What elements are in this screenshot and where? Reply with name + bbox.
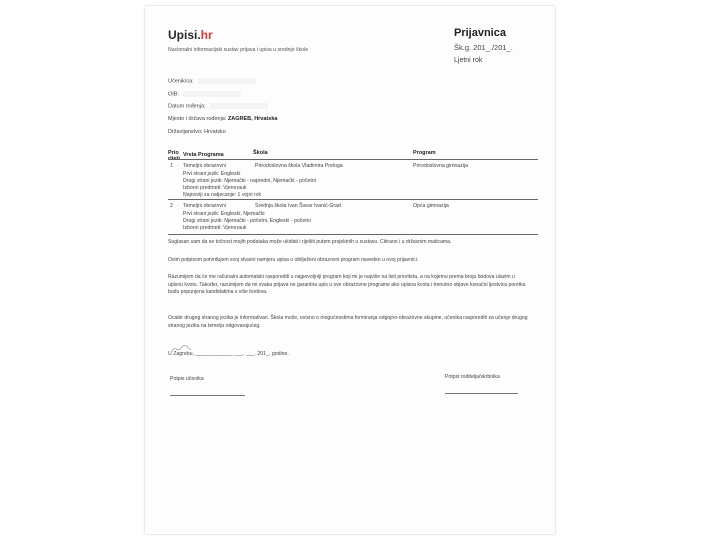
citizenship-field: Državljanstvo: Hrvatsko: [168, 129, 226, 135]
table-header-rule: [168, 159, 538, 160]
form-title: Prijavnica: [454, 27, 506, 39]
birthplace-field: Mjesto i država rođenja: ZAGREB, Hrvatska: [168, 116, 278, 122]
system-subtitle: Nacionalni informacijski sustav prijava i upisa u srednje škole: [168, 47, 309, 53]
redacted-value: [198, 78, 256, 84]
redacted-value: [210, 103, 268, 109]
parent-signature-line: [445, 393, 518, 394]
handwritten-mark: [171, 341, 193, 351]
redacted-value: [183, 91, 241, 97]
place-date-line: U Zagrebu, _____________ ___. ___. 201_. godine.: [168, 351, 289, 357]
language-paragraph: Ocabir drugog stranog jezika je informativan. Škola može, ovisno o mogućnostima formiranja odgojno-obrazovne skupine, učenika rasporediti za učenje drugog stranog jezika na temelju odgovarajućeg.: [168, 315, 528, 329]
student-signature-label: Potpis učenika: [170, 376, 204, 382]
oib-field: OIB:: [168, 91, 241, 97]
col-school-header: Škola: [253, 150, 268, 156]
school-year: Šk.g. 201_./201_.: [454, 43, 513, 52]
table-bottom-rule: [168, 234, 538, 235]
student-name-field: Učenik/ca:: [168, 78, 256, 84]
parent-signature-label: Potpis roditelja/skrbnika: [445, 374, 500, 380]
row-separator: [168, 199, 538, 200]
col-program-header: Program: [413, 150, 436, 156]
col-type-header: Vrsta Programa: [183, 152, 224, 158]
col-priority-header: Prio riteti: [168, 150, 180, 162]
enrollment-term: Ljetni rok: [454, 57, 483, 64]
ranking-paragraph: Razumijem da će me računalni automatski rasporediti u najpovoljniji program koji mi je najviše na listi prioriteta, a na kojemu prema broju bodova ulazim u upisnu kvotu. Također, razumijem da mi svaka prijava ne garantira upis u sve obrazovne programe ako upisna kvota i trenutno objave konačni ljestvica poretka budu popunjena kandidatima s više bodova.: [168, 274, 526, 296]
application-form-page: Upisi.hr Nacionalni informacijski sustav prijava i upisa u srednje škole Prijavnica Šk.g. 201_./201_. Ljetni rok Učenik/ca: OIB: Datum rođenja: Mjesto i država rođenja: ZAGREB, Hrvatska Državljanstvo: Hrvatsko Prio riteti Vrsta Programa Škola Program 1 Temeljni obrazovni Prirodoslovna škola Vladimira Preloga Prirodoslovna gimnazija Prvi strani jezik: Engleski Drugi strani jezik: Njemački - napredni, Njemački - početni Izborni predmeti: Vjeronauk Najnoviji za natjecanje: 1 vojni rok 2 Temeljni obrazovni Srednja škola Ivan Švear Ivanić-Grad Opća gimnazija Prvi strani jezik: Engleski, Njemački Drugi strani jezik: Njemački - početni, Engleski - početni Izborni predmeti: Vjeronauk Suglasan sam da se točnost mojih podataka može ukidati i riješiti putem projektnih u sustavu. Citirano i u državnim maticama. Ovim potpisom potvrđujem svoj stvarni namjeru upisa u obilježeni obrazovni program naveden u ovoj prijavnici. Razumijem da će me računalni automatski rasporediti u najpovoljniji program koji mi je najviše na listi prioriteta, a na kojemu prema broju bodova ulazim u upisnu kvotu. Također, razumijem da mi svaka prijava ne garantira upis u sve obrazovne programe ako upisna kvota i trenutno objave konačni ljestvica poretka budu popunjena kandidatima s više bodova. Ocabir drugog stranog jezika je informativan. Škola može, ovisno o mogućnostima formiranja odgojno-obrazovne skupine, učenika rasporediti za učenje drugog stranog jezika na temelju odgovarajućeg. U Zagrebu, _____________ ___. ___. 201_. godine. Potpis učenika Potpis roditelja/skrbnika: [145, 6, 555, 534]
confirmation-paragraph: Ovim potpisom potvrđujem svoj stvarni namjeru upisa u obilježeni obrazovni program naveden u ovoj prijavnici.: [168, 257, 419, 263]
student-signature-line: [170, 395, 245, 396]
consent-paragraph: Suglasan sam da se točnost mojih podataka može ukidati i riješiti putem projektnih u sustavu. Citirano i u državnim maticama.: [168, 239, 452, 245]
dob-field: Datum rođenja:: [168, 103, 268, 109]
upisi-logo: Upisi.hr: [168, 28, 213, 42]
